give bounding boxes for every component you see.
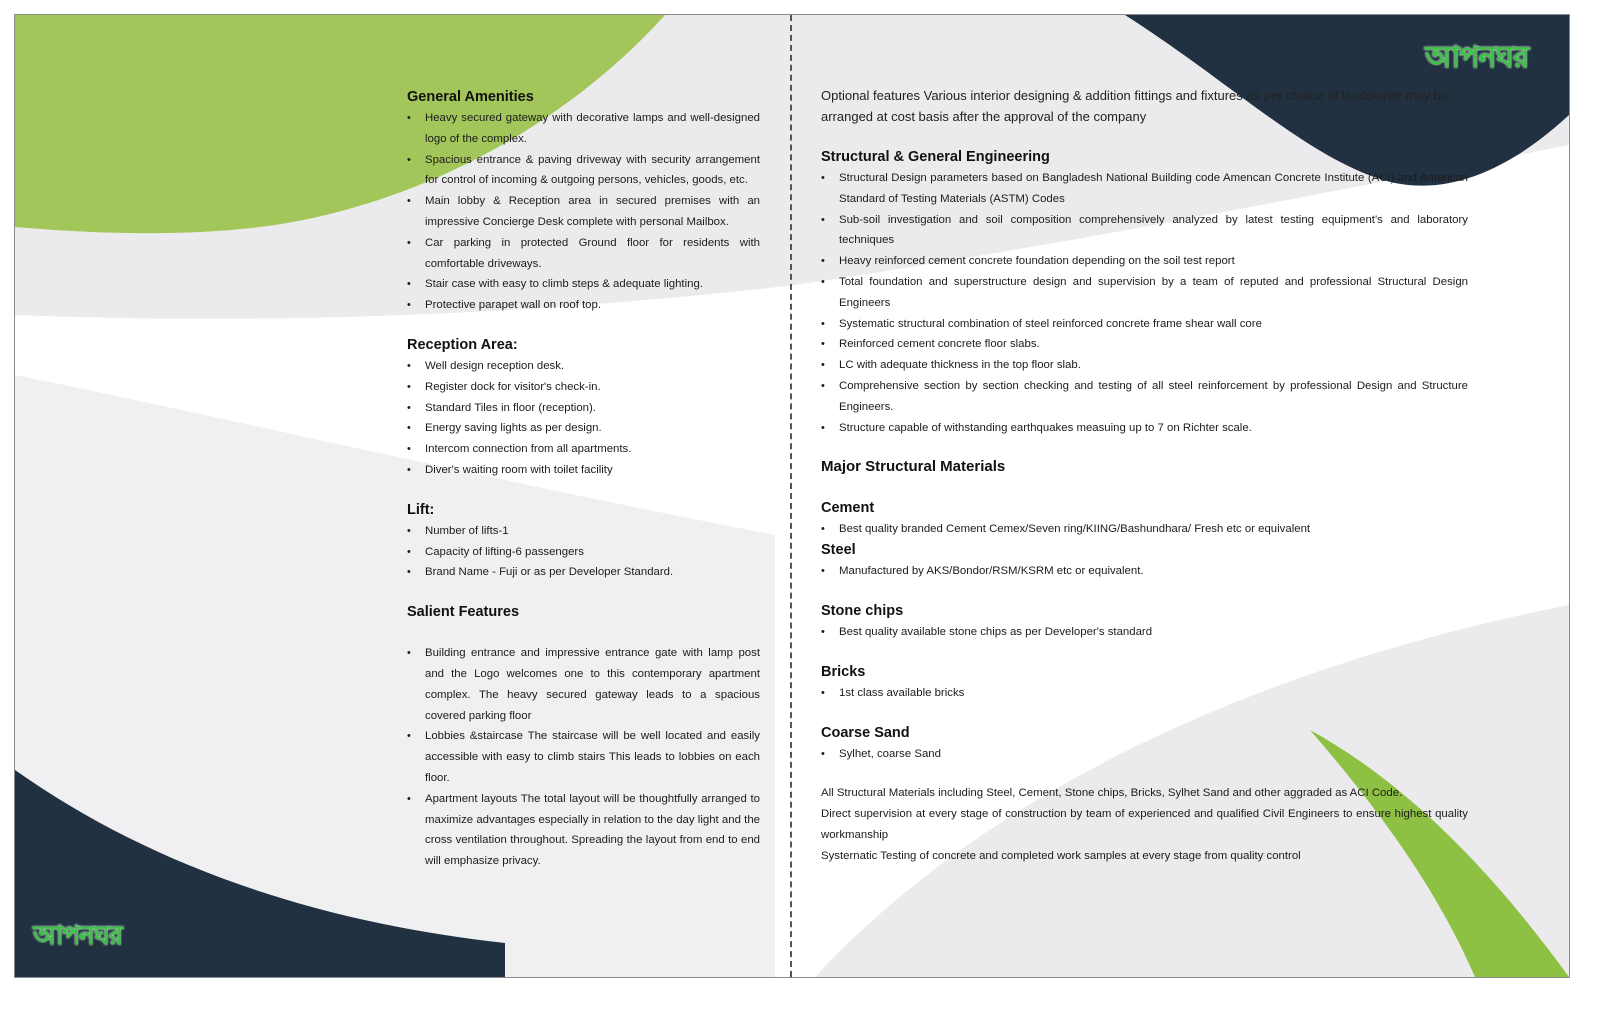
coarse-sand-section <box>821 723 1468 765</box>
list-item: • Well design reception desk. <box>407 356 760 377</box>
list-item: • Best quality branded Cement Cemex/Seven ring/KIING/Bashundhara/ Fresh etc or equivalent <box>821 519 1468 540</box>
list-item: • Comprehensive section by section checking and testing of all steel reinforcement by professional Design and Structure Engineers. <box>821 376 1468 418</box>
list-item: • Reinforced cement concrete floor slabs. <box>821 334 1468 355</box>
general-amenities-section <box>407 87 760 316</box>
list-item: • Sub-soil investigation and soil composition comprehensively analyzed by latest testing equipment's and laboratory techniques <box>821 210 1468 252</box>
bricks-section <box>821 662 1468 704</box>
list-item: • Structure capable of withstanding earthquakes measuing up to 7 on Richter scale. <box>821 418 1468 439</box>
lift-section <box>407 500 760 583</box>
list-item: • Main lobby & Reception area in secured premises with an impressive Concierge Desk complete with personal Mailbox. <box>407 191 760 233</box>
stone-chips-list <box>821 622 1468 643</box>
list-item: • Energy saving lights as per design. <box>407 418 760 439</box>
reception-area-section <box>407 335 760 481</box>
steel-list <box>821 561 1468 582</box>
fold-divider <box>790 15 792 977</box>
brand-logo-top: আপনঘর <box>1425 40 1529 75</box>
coarse-sand-heading: Coarse Sand <box>821 724 910 741</box>
steel-section <box>821 540 1468 582</box>
list-item: • Heavy secured gateway with decorative lamps and well-designed logo of the complex. <box>407 108 760 150</box>
lift-list <box>407 521 760 583</box>
brand-logo-bottom: আপনঘর <box>33 921 122 951</box>
right-column <box>821 85 1468 867</box>
general-amenities-heading: General Amenities <box>407 89 534 105</box>
list-item: • Number of lifts-1 <box>407 521 760 542</box>
list-item: • Apartment layouts The total layout will be thoughtfully arranged to maximize advantages especially in relation to the day light and the cross ventilation throughout. Spreading the layout from end to end will emphasize privacy. <box>407 789 760 872</box>
list-item: • Protective parapet wall on roof top. <box>407 295 760 316</box>
list-item: • Manufactured by AKS/Bondor/RSM/KSRM etc or equivalent. <box>821 561 1468 582</box>
list-item: • Building entrance and impressive entrance gate with lamp post and the Logo welcomes one to this contemporary apartment complex. The heavy secured gateway leads to a spacious covered parking floor <box>407 643 760 726</box>
list-item: • Diver's waiting room with toilet facility <box>407 460 760 481</box>
structural-engineering-list <box>821 168 1468 438</box>
list-item: • Capacity of lifting-6 passengers <box>407 542 760 563</box>
list-item: • Total foundation and superstructure design and supervision by a team of reputed and professional Structural Design Engineers <box>821 272 1468 314</box>
note-supervision: Direct supervision at every stage of construction by team of experienced and qualified Civil Engineers to ensure highest quality workmanship <box>821 808 1468 841</box>
bricks-list <box>821 683 1468 704</box>
salient-features-section <box>407 602 760 872</box>
list-item: • Stair case with easy to climb steps & adequate lighting. <box>407 274 760 295</box>
list-item: • Systematic structural combination of steel reinforced concrete frame shear wall core <box>821 314 1468 335</box>
note-testing: Systernatic Testing of concrete and completed work samples at every stage from quality control <box>821 849 1301 862</box>
brochure-sheet <box>14 14 1570 978</box>
salient-features-list <box>407 643 760 872</box>
cement-list <box>821 519 1468 540</box>
salient-features-heading: Salient Features <box>407 604 520 621</box>
structural-engineering-heading: Structural & General Engineering <box>821 149 1050 165</box>
list-item: • Structural Design parameters based on Bangladesh National Building code Amencan Concrete Institute (ACI) and American Standard of Testing Materials (ASTM) Codes <box>821 168 1468 210</box>
list-item: • Sylhet, coarse Sand <box>821 744 1468 765</box>
optional-features-intro: Optional features Various interior designing & addition fittings and fixtures as per choice of landowner may be arranged at cost basis after the approval of the company <box>821 88 1449 124</box>
stone-chips-heading: Stone chips <box>821 602 904 619</box>
reception-area-heading: Reception Area: <box>407 336 518 353</box>
reception-area-list <box>407 356 760 481</box>
quality-notes <box>821 783 1468 866</box>
steel-heading: Steel <box>821 542 856 559</box>
stone-chips-section <box>821 601 1468 643</box>
list-item: • Best quality available stone chips as per Developer's standard <box>821 622 1468 643</box>
coarse-sand-list <box>821 744 1468 765</box>
note-materials: All Structural Materials including Steel, Cement, Stone chips, Bricks, Sylhet Sand and other aggraded as ACI Code. <box>821 787 1403 800</box>
list-item: • Heavy reinforced cement concrete foundation depending on the soil test report <box>821 251 1468 272</box>
list-item: • Register dock for visitor's check-in. <box>407 377 760 398</box>
list-item: • Car parking in protected Ground floor for residents with comfortable driveways. <box>407 233 760 275</box>
cement-heading: Cement <box>821 500 875 517</box>
list-item: • Lobbies &staircase The staircase will be well located and easily accessible with easy to climb stairs This leads to lobbies on each floor. <box>407 726 760 788</box>
major-materials-heading: Major Structural Materials <box>821 458 1006 476</box>
list-item: • Intercom connection from all apartments. <box>407 439 760 460</box>
list-item: • 1st class available bricks <box>821 683 1468 704</box>
list-item: • Brand Name - Fuji or as per Developer Standard. <box>407 562 760 583</box>
list-item: • Spacious entrance & paving driveway with security arrangement for control of incoming & outgoing persons, vehicles, goods, etc. <box>407 150 760 192</box>
left-column <box>407 87 760 872</box>
lift-heading: Lift: <box>407 501 435 518</box>
bricks-heading: Bricks <box>821 663 866 680</box>
general-amenities-list <box>407 108 760 316</box>
cement-section <box>821 498 1468 540</box>
list-item: • LC with adequate thickness in the top floor slab. <box>821 355 1468 376</box>
structural-engineering-section <box>821 147 1468 438</box>
list-item: • Standard Tiles in floor (reception). <box>407 398 760 419</box>
